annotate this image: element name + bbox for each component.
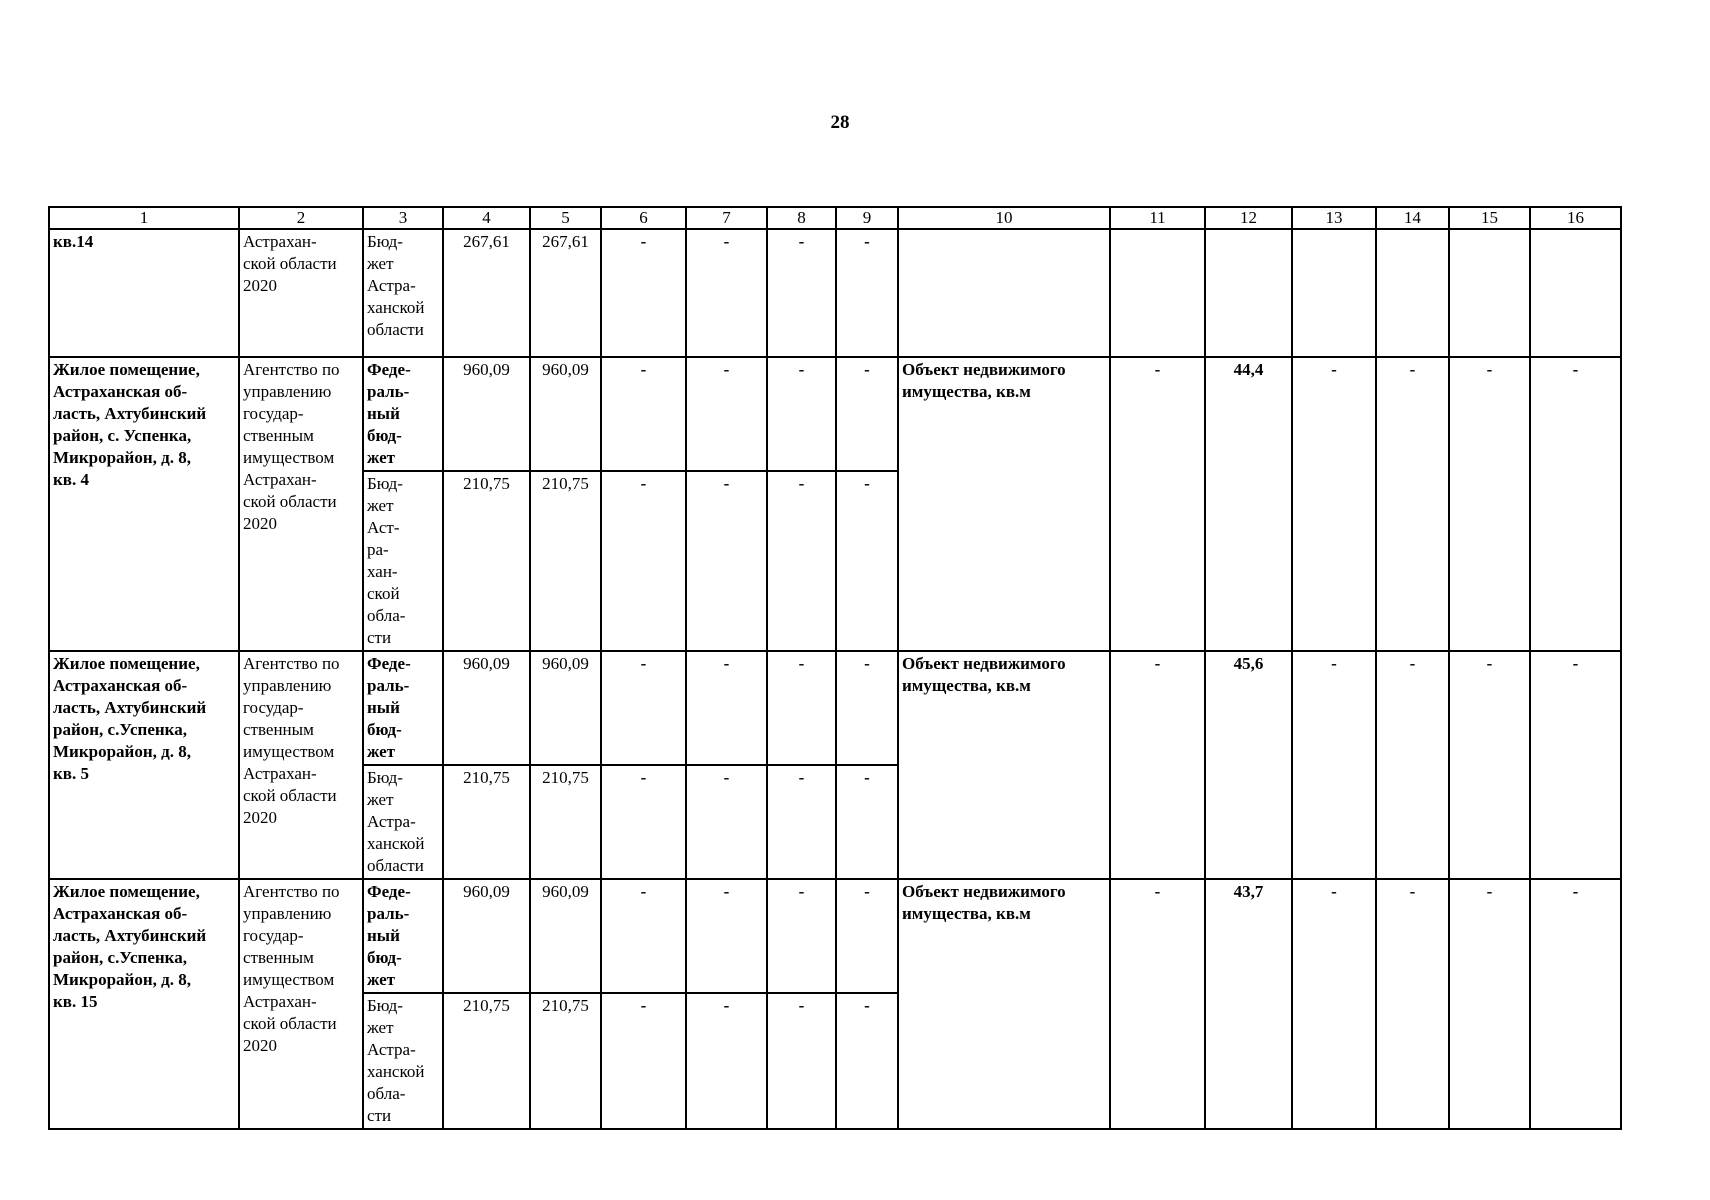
source-cell: Бюд- жет Астра- ханской области: [363, 765, 443, 879]
header-cell: 10: [898, 207, 1110, 229]
value-cell: -: [686, 357, 767, 471]
value-cell: -: [767, 357, 836, 471]
header-cell: 5: [530, 207, 601, 229]
amount-cell: 960,09: [443, 357, 530, 471]
value-cell: -: [836, 993, 898, 1129]
value-cell: -: [836, 471, 898, 651]
value-cell: -: [836, 229, 898, 357]
header-cell: 15: [1449, 207, 1530, 229]
source-cell: Бюд- жет Астра- ханской области: [363, 229, 443, 357]
value-cell: -: [1530, 879, 1621, 1129]
area-value-cell: 44,4: [1205, 357, 1292, 651]
value-cell: -: [767, 651, 836, 765]
value-cell: -: [1530, 357, 1621, 651]
value-cell: -: [1376, 357, 1449, 651]
amount-cell: 960,09: [530, 879, 601, 993]
source-cell: Бюд- жет Аст- ра- хан- ской обла- сти: [363, 471, 443, 651]
agency-cell: Агентство по управлению государ- ственным имуществом Астрахан- ской области 2020: [239, 651, 363, 879]
header-cell: 11: [1110, 207, 1205, 229]
header-cell: 2: [239, 207, 363, 229]
value-cell: -: [601, 651, 686, 765]
table-row: [49, 879, 1621, 993]
header-cell: 9: [836, 207, 898, 229]
value-cell: -: [767, 765, 836, 879]
address-cell: Жилое помещение, Астраханская об- ласть, Ахтубинский район, с.Успенка, Микрорайон, д. 8, кв. 15: [49, 879, 239, 1129]
value-cell: -: [686, 651, 767, 765]
header-cell: 7: [686, 207, 767, 229]
source-cell: Феде- раль- ный бюд- жет: [363, 357, 443, 471]
value-cell: -: [1292, 357, 1376, 651]
empty-cell: [1530, 229, 1621, 357]
table-row: [49, 357, 1621, 471]
value-cell: -: [1449, 357, 1530, 651]
value-cell: -: [686, 229, 767, 357]
value-cell: -: [1292, 651, 1376, 879]
agency-cell: Астрахан- ской области 2020: [239, 229, 363, 357]
header-cell: 12: [1205, 207, 1292, 229]
value-cell: -: [836, 879, 898, 993]
amount-cell: 960,09: [443, 651, 530, 765]
value-cell: -: [1449, 651, 1530, 879]
header-row: [49, 207, 1621, 229]
value-cell: -: [1449, 879, 1530, 1129]
value-cell: -: [686, 879, 767, 993]
header-cell: 4: [443, 207, 530, 229]
value-cell: -: [836, 765, 898, 879]
value-cell: -: [601, 765, 686, 879]
value-cell: -: [767, 471, 836, 651]
value-cell: -: [686, 471, 767, 651]
value-cell: -: [1110, 651, 1205, 879]
amount-cell: 267,61: [443, 229, 530, 357]
value-cell: -: [1530, 651, 1621, 879]
empty-cell: [1292, 229, 1376, 357]
indicator-cell: Объект недвижимого имущества, кв.м: [898, 651, 1110, 879]
value-cell: -: [767, 229, 836, 357]
value-cell: -: [1110, 879, 1205, 1129]
indicator-cell: Объект недвижимого имущества, кв.м: [898, 357, 1110, 651]
amount-cell: 210,75: [443, 471, 530, 651]
amount-cell: 210,75: [530, 471, 601, 651]
value-cell: -: [601, 879, 686, 993]
amount-cell: 960,09: [530, 357, 601, 471]
source-cell: Феде- раль- ный бюд- жет: [363, 879, 443, 993]
value-cell: -: [1292, 879, 1376, 1129]
value-cell: -: [686, 765, 767, 879]
amount-cell: 960,09: [530, 651, 601, 765]
header-cell: 16: [1530, 207, 1621, 229]
agency-cell: Агентство по управлению государ- ственным имуществом Астрахан- ской области 2020: [239, 879, 363, 1129]
header-cell: 14: [1376, 207, 1449, 229]
header-cell: 8: [767, 207, 836, 229]
value-cell: -: [767, 993, 836, 1129]
table-row: [49, 651, 1621, 765]
value-cell: -: [836, 357, 898, 471]
value-cell: -: [767, 879, 836, 993]
amount-cell: 960,09: [443, 879, 530, 993]
amount-cell: 210,75: [443, 993, 530, 1129]
table-row: [49, 229, 1621, 357]
address-cell: Жилое помещение, Астраханская об- ласть, Ахтубинский район, с.Успенка, Микрорайон, д. 8, кв. 5: [49, 651, 239, 879]
header-cell: 1: [49, 207, 239, 229]
address-cell: Жилое помещение, Астраханская об- ласть, Ахтубинский район, с. Успенка, Микрорайон, д. 8, кв. 4: [49, 357, 239, 651]
amount-cell: 210,75: [443, 765, 530, 879]
property-table: [48, 206, 1622, 1130]
area-value-cell: 45,6: [1205, 651, 1292, 879]
amount-cell: 267,61: [530, 229, 601, 357]
value-cell: -: [836, 651, 898, 765]
page-number: 28: [830, 112, 850, 133]
value-cell: -: [1376, 879, 1449, 1129]
value-cell: -: [601, 471, 686, 651]
indicator-cell: Объект недвижимого имущества, кв.м: [898, 879, 1110, 1129]
empty-cell: [1376, 229, 1449, 357]
value-cell: -: [1110, 357, 1205, 651]
amount-cell: 210,75: [530, 993, 601, 1129]
empty-cell: [1110, 229, 1205, 357]
value-cell: -: [1376, 651, 1449, 879]
amount-cell: 210,75: [530, 765, 601, 879]
empty-cell: [898, 229, 1110, 357]
header-cell: 13: [1292, 207, 1376, 229]
empty-cell: [1205, 229, 1292, 357]
header-cell: 6: [601, 207, 686, 229]
value-cell: -: [686, 993, 767, 1129]
agency-cell: Агентство по управлению государ- ственным имуществом Астрахан- ской области 2020: [239, 357, 363, 651]
source-cell: Бюд- жет Астра- ханской обла- сти: [363, 993, 443, 1129]
value-cell: -: [601, 357, 686, 471]
area-value-cell: 43,7: [1205, 879, 1292, 1129]
address-cell: кв.14: [49, 229, 239, 357]
value-cell: -: [601, 993, 686, 1129]
header-cell: 3: [363, 207, 443, 229]
source-cell: Феде- раль- ный бюд- жет: [363, 651, 443, 765]
empty-cell: [1449, 229, 1530, 357]
value-cell: -: [601, 229, 686, 357]
